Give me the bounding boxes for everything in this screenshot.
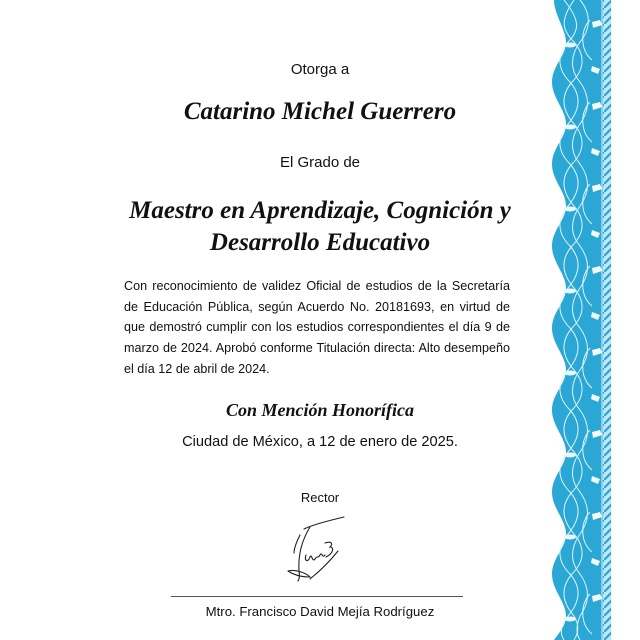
grant-label: Otorga a (290, 61, 350, 78)
wavy-ribbon-border-icon (540, 0, 640, 640)
degree-label: El Grado de (279, 154, 361, 171)
degree-title (110, 195, 530, 259)
signature-icon (282, 515, 362, 585)
recipient-name: Catarino Michel Guerrero (183, 98, 457, 125)
place-date: Ciudad de México, a 12 de enero de 2025. (182, 434, 458, 450)
degree-title-line2: Desarrollo Educativo (209, 229, 431, 256)
signer-title: Rector (300, 490, 340, 505)
signer-name: Mtro. Francisco David Mejía Rodríguez (205, 604, 435, 619)
signature-line (171, 596, 463, 597)
degree-title-line1: Maestro en Aprendizaje, Cognición y (129, 197, 511, 224)
honor-mention: Con Mención Honorífica (225, 400, 415, 420)
recognition-text: Con reconocimiento de validez Oficial de estudios de la Secretaría de Educación Pública, según Acuerdo No. 20181693, en virtud de que demostró cumplir con los estudios correspondientes el día 9 de marzo de 2024. Aprobó conforme Titulación directa: Alto desempeño el día 12 de abril de 2024. (124, 279, 510, 376)
